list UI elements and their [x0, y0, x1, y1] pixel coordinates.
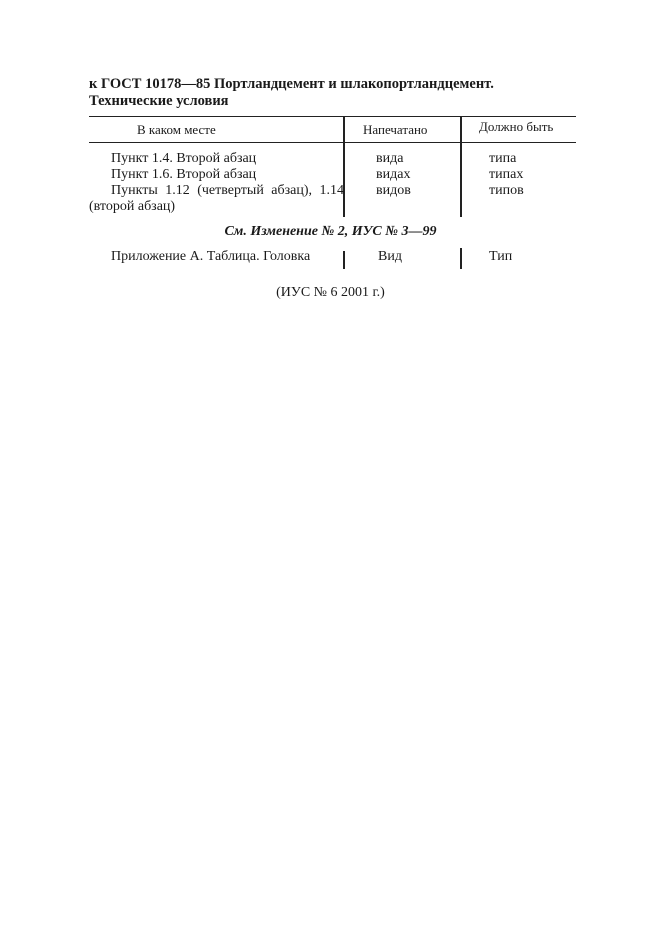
source-note: (ИУС № 6 2001 г.): [276, 285, 385, 300]
row-2-should-be: типах: [489, 167, 524, 182]
page-title: к ГОСТ 10178—85 Портландцемент и шлакопортландцемент. Технические условия: [89, 76, 494, 109]
table-column-divider-2: [460, 116, 462, 217]
table2-row-1-place: Приложение А. Таблица. Головка: [111, 249, 311, 264]
header-place: В каком месте: [137, 122, 216, 137]
header-should-be: Должно быть: [479, 119, 554, 134]
table2-row-1-printed: Вид: [378, 249, 402, 264]
row-2-printed: видах: [376, 167, 411, 182]
row-1-should-be: типа: [489, 151, 517, 166]
amendment-note: См. Изменение № 2, ИУС № 3—99: [224, 224, 437, 239]
table-header-rule: [89, 142, 576, 143]
row-3-should-be: типов: [489, 183, 524, 198]
row-2-place: Пункт 1.6. Второй абзац: [111, 167, 257, 182]
row-3-printed: видов: [376, 183, 411, 198]
row-1-place: Пункт 1.4. Второй абзац: [111, 151, 257, 166]
table-top-rule: [89, 116, 576, 117]
table2-column-divider-2: [460, 248, 462, 269]
table2-row-1-should-be: Тип: [489, 249, 513, 264]
header-printed: Напечатано: [363, 122, 428, 137]
row-3-place: Пункты 1.12 (четвертый абзац), 1.14 (второй абзац): [89, 183, 344, 214]
row-1-printed: вида: [376, 151, 404, 166]
table2-column-divider-1: [343, 251, 345, 269]
